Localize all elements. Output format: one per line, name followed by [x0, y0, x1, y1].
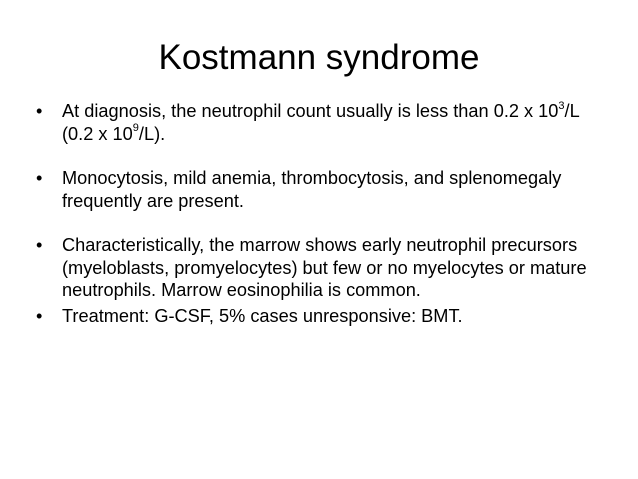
bullet-marker: •: [36, 168, 43, 188]
bullet-marker: •: [36, 235, 43, 255]
bullet-item: [36, 234, 611, 302]
bullet-text-part: /L).: [138, 123, 166, 144]
bullet-text: Treatment: G-CSF, 5% cases unresponsive: BMT.: [62, 305, 463, 326]
bullet-item: [36, 305, 611, 328]
superscript-exponent: 3: [558, 99, 565, 112]
bullet-item: [36, 100, 611, 145]
bullet-text: Monocytosis, mild anemia, thrombocytosis, and splenomegaly frequently are present.: [62, 168, 562, 211]
bullet-marker: •: [36, 101, 43, 121]
bullet-text-part: /L (0.2 x 10: [62, 101, 580, 144]
slide-title: Kostmann syndrome: [158, 38, 480, 77]
bullet-text-part: At diagnosis, the neutrophil count usually is less than 0.2 x 10: [62, 101, 559, 121]
superscript-exponent: 9: [132, 122, 139, 135]
bullet-item: [36, 167, 611, 212]
bullet-list: [36, 100, 611, 327]
bullet-text: Characteristically, the marrow shows early neutrophil precursors (myeloblasts, promyelocytes) but few or no myelocytes or mature neutrophils. Marrow eosinophilia is common.: [62, 235, 587, 300]
bullet-marker: •: [36, 305, 43, 326]
